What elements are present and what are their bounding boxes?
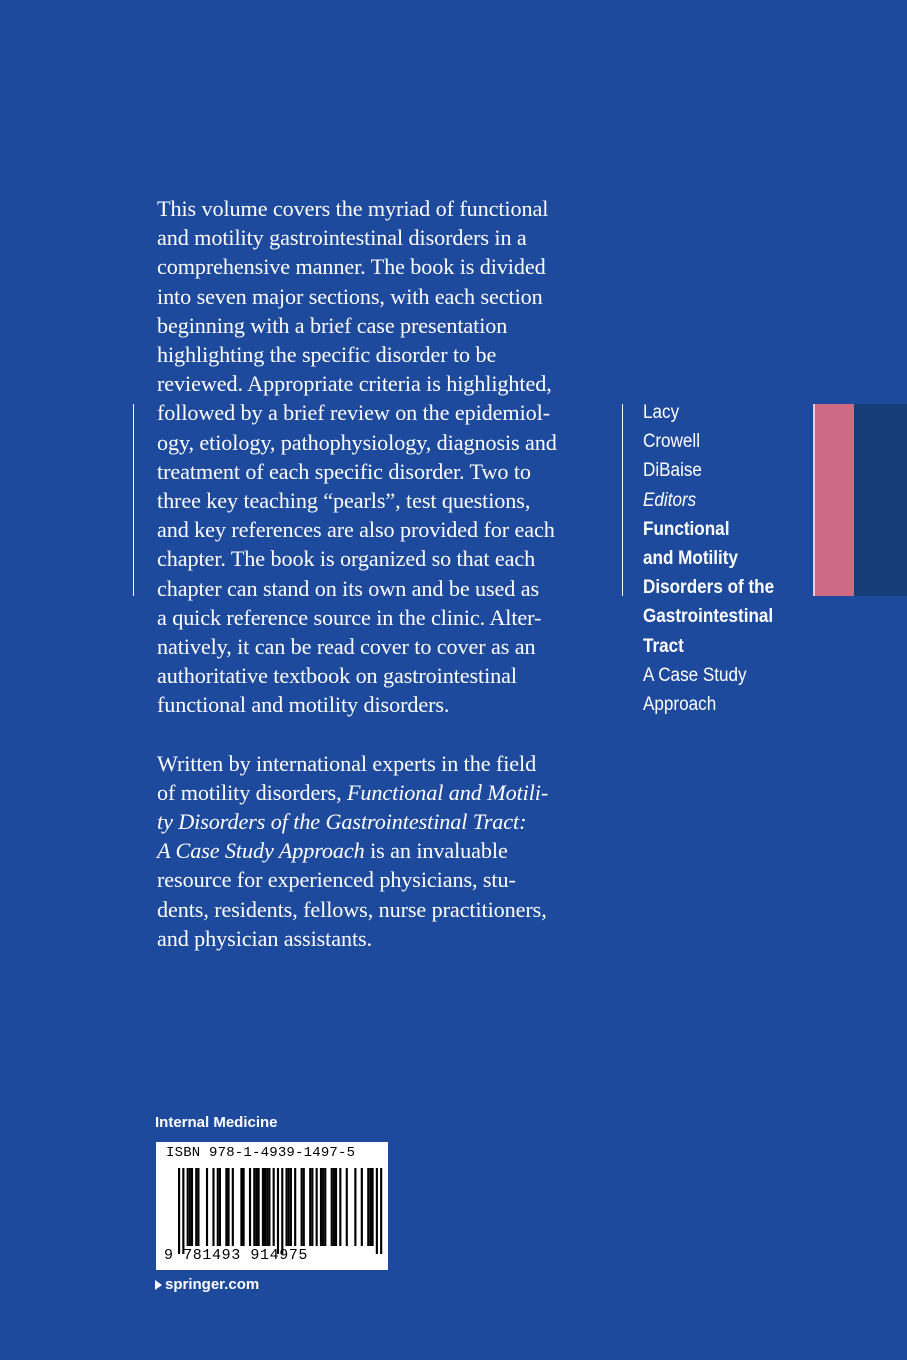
barcode-bar [225,1168,227,1246]
barcode-bar [281,1168,283,1254]
blurb-line: and motility gastrointestinal disorders in a [157,225,527,251]
spine-rule-divider [622,404,623,596]
barcode-bar [333,1168,335,1246]
barcode-bar [178,1168,180,1254]
publisher-url: springer.com [165,1276,260,1293]
barcode-bar [206,1168,208,1246]
blurb-line: treatment of each specific disorder. Two to [157,458,531,484]
editor-name: DiBaise [643,460,702,482]
barcode-bar [316,1168,318,1246]
description-paragraph-2 [157,749,602,953]
blurb-line: into seven major sections, with each section [157,283,543,309]
blurb-line: chapter can stand on its own and be used as [157,575,540,601]
spine-title-block [643,398,792,719]
blurb-line: beginning with a brief case presentation [157,312,508,338]
book-title-italic: Functional and Motili- [346,779,549,805]
book-title-line: Functional [643,518,730,540]
isbn-barcode [156,1142,388,1270]
barcode-bar [286,1168,288,1246]
blurb-line: dents, residents, fellows, nurse practitioners, [157,896,547,922]
publisher-link[interactable] [155,1276,259,1293]
blurb-line: chapter. The book is organized so that each [157,546,536,572]
blurb-line: resource for experienced physicians, stu- [157,867,516,893]
blurb-line [157,778,602,807]
barcode-bar [189,1168,191,1246]
description-paragraph-1 [157,194,602,720]
barcode-bar [195,1168,197,1246]
book-title-line: Tract [643,635,684,657]
barcode-bar [346,1168,348,1246]
barcode-bar [354,1168,356,1246]
barcode-bar [294,1168,296,1246]
blurb-line [157,807,602,836]
book-subtitle-line: Approach [643,694,717,716]
barcode-bar [288,1168,290,1246]
triangle-right-icon [155,1280,162,1290]
barcode-bar [258,1168,260,1246]
subject-category: Internal Medicine [155,1114,278,1131]
description-blurb [157,194,602,953]
barcode-bar [303,1168,305,1246]
barcode-bar [262,1168,264,1246]
barcode-bar [273,1168,275,1246]
editor-name: Lacy [643,402,680,423]
blurb-text: of motility disorders, [157,779,347,805]
blurb-line: and physician assistants. [157,925,373,951]
navy-color-band [854,404,907,596]
editors-label: Editors [643,489,697,511]
pink-color-band [813,404,854,596]
barcode-bar [324,1168,326,1246]
barcode-bar [301,1168,303,1246]
barcode-bar [311,1168,313,1246]
book-title-line: Disorders of the [643,577,775,599]
blurb-line: highlighting the specific disorder to be [157,342,497,368]
barcode-bar [277,1168,279,1254]
blurb-line: Written by international experts in the field [157,750,537,776]
barcode-bar [217,1168,219,1246]
blurb-line: ogy, etiology, pathophysiology, diagnosis and [157,429,557,455]
barcode-bar [255,1168,257,1246]
barcode-bar [380,1168,382,1254]
blurb-line: natively, it can be read cover to cover as an [157,634,536,660]
barcode-bar [219,1168,221,1246]
blurb-line: functional and motility disorders. [157,692,450,718]
barcode-bar [191,1168,193,1246]
barcode-bar [240,1168,242,1246]
barcode-bar [268,1168,270,1246]
barcode-bar [339,1168,341,1246]
barcode-bar [331,1168,333,1246]
blurb-line: authoritative textbook on gastrointestinal [157,663,517,689]
book-title-italic: A Case Study Approach [157,838,365,864]
barcode-bar [372,1168,374,1246]
book-title-line: Gastrointestinal [643,606,774,628]
isbn-label: ISBN 978-1-4939-1497-5 [166,1145,356,1161]
blurb-line: reviewed. Appropriate criteria is highlighted, [157,371,552,397]
barcode-bar [182,1168,184,1254]
blurb-line: This volume covers the myriad of functional [157,196,549,221]
barcode-bar [264,1168,266,1246]
blurb-line: comprehensive manner. The book is divided [157,254,546,280]
book-title-italic: ty Disorders of the Gastrointestinal Tract: [157,809,527,835]
barcode-bar [361,1168,363,1246]
barcode-bar [367,1168,369,1246]
barcode-bar [243,1168,245,1246]
barcode-bar [309,1168,311,1246]
series-color-bar [813,404,907,596]
barcode-bar [376,1168,378,1254]
blurb-line [157,836,602,865]
left-rule-divider [133,404,134,596]
book-title-line: and Motility [643,548,739,570]
ean-digits: 9 781493 914975 [164,1247,309,1264]
blurb-line: and key references are also provided for each [157,517,555,543]
blurb-text: is an invaluable [364,838,508,864]
barcode-bar [369,1168,371,1246]
barcode-bar [290,1168,292,1246]
barcode-bar [335,1168,337,1246]
book-subtitle-line: A Case Study [643,664,747,686]
barcode-bar [249,1168,251,1246]
barcode-bar [320,1168,322,1246]
barcode-bar [266,1168,268,1246]
blurb-line: three key teaching “pearls”, test questions, [157,488,531,514]
barcode-bar [227,1168,229,1246]
barcode-bar [232,1168,234,1246]
barcode-bar [187,1168,189,1246]
barcode-bar [253,1168,255,1246]
blurb-line: a quick reference source in the clinic. Alter- [157,604,542,630]
barcode-bar [322,1168,324,1246]
blurb-line: followed by a brief review on the epidemiol- [157,400,550,426]
barcode-bar [197,1168,199,1246]
editor-name: Crowell [643,431,701,453]
barcode-bar [212,1168,214,1246]
